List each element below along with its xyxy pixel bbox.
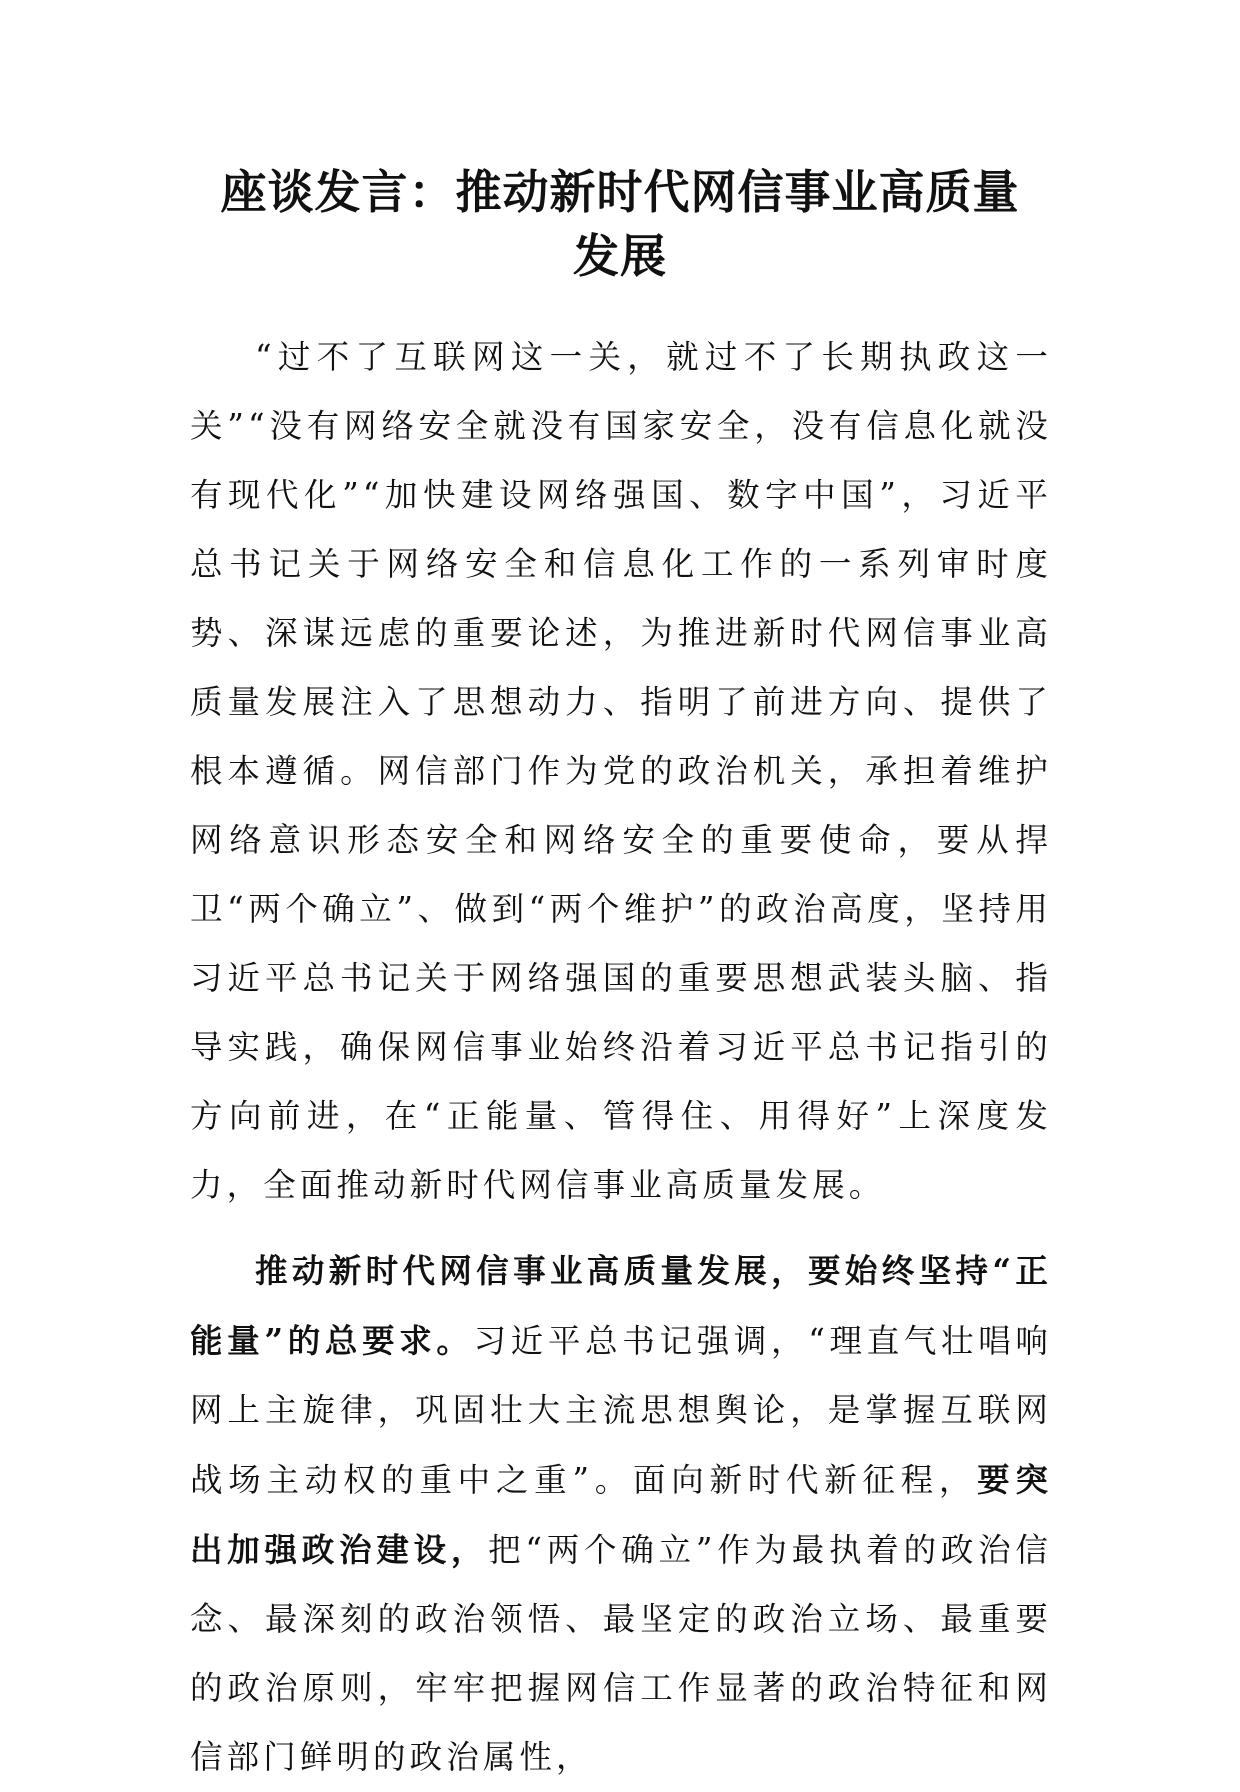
paragraph-1: “过不了互联网这一关，就过不了长期执政这一关”“没有网络安全就没有国家安全，没有信息化就没有现代化”“加快建设网络强国、数字中国”，习近平总书记关于网络安全和信息化工作的一系列审时度势、深谋远虑的重要论述，为推进新时代网信事业高质量发展注入了思想动力、指明了前进方向、提供了根本遵循。网信部门作为党的政治机关，承担着维护网络意识形态安全和网络安全的重要使命，要从捍卫“两个确立”、做到“两个维护”的政治高度，坚持用习近平总书记关于网络强国的重要思想武装头脑、指导实践，确保网信事业始终沿着习近平总书记指引的方向前进，在“正能量、管得住、用得好”上深度发力，全面推动新时代网信事业高质量发展。 [190,338,1052,1204]
paragraph-2 [190,1236,1052,1792]
paragraph-2-text-2: 把“两个确立”作为最执着的政治信念、最深刻的政治领悟、最坚定的政治立场、最重要的政治原则，牢牢把握网信工作显著的政治特征和网信部门鲜明的政治属性， [190,1531,1052,1776]
document-body [190,323,1052,1792]
paragraph-2-text-1: 习近平总书记强调，“理直气壮唱响网上主旋律，巩固壮大主流思想舆论，是掌握互联网战场主动权的重中之重”。面向新时代新征程， [190,1322,1053,1499]
document-title [190,160,1050,288]
paragraph-2-lead-bold: 推动新时代网信事业高质量发展，要始终坚持“正能量”的总要求。 [190,1251,1052,1360]
paragraph-2-bold-2: 要突出加强政治建设， [190,1460,1052,1569]
title-line-2: 发展 [573,229,667,283]
title-line-1: 座谈发言：推动新时代网信事业高质量 [220,165,1020,219]
